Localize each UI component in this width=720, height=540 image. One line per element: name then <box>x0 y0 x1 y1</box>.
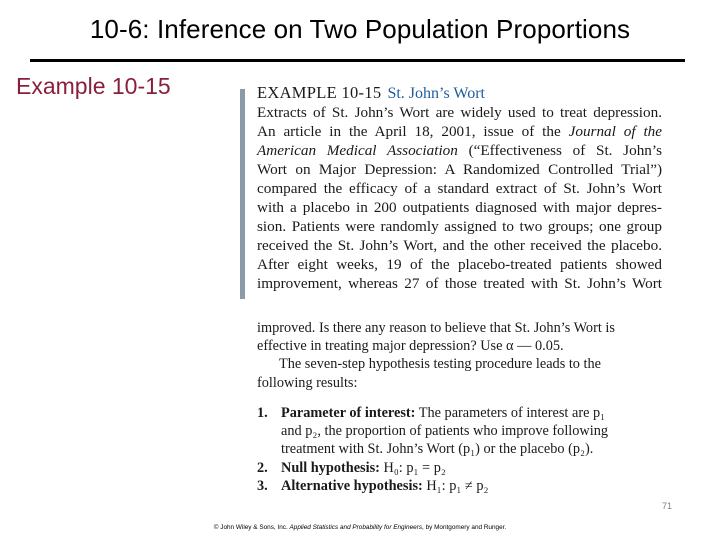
textbook-continuation <box>257 319 627 392</box>
paragraph2-line: effective in treating major depression? Use α — 0.05. <box>257 338 564 355</box>
step-number: 2. <box>257 459 268 476</box>
paragraph1-line: with a placebo in 200 outpatients diagnosed with major depres- <box>257 199 662 217</box>
step-body <box>281 477 637 495</box>
example-heading-line <box>257 83 662 103</box>
textbook-excerpt <box>257 83 662 294</box>
paragraph1-line <box>257 141 662 160</box>
step-line: and p₂, the proportion of patients who improve following <box>281 423 609 440</box>
paragraph3-line: The seven-step hypothesis testing procedure leads to the <box>279 356 601 373</box>
step-line <box>281 477 637 495</box>
step-body <box>281 404 637 459</box>
step-number: 1. <box>257 405 268 421</box>
slide-title: 10-6: Inference on Two Population Proportions <box>89 14 631 44</box>
footer-book-title: Applied Statistics and Probability for Engineers <box>289 524 423 531</box>
procedure-steps <box>257 404 637 495</box>
journal-name: American Medical Association <box>257 142 458 160</box>
paragraph1-line: improvement, whereas 27 of those treated with St. John’s Wort <box>257 275 662 293</box>
step-item <box>257 459 637 477</box>
paragraph1-line <box>257 122 662 141</box>
step-text: The parameters of interest are p₁ <box>415 405 606 421</box>
paragraph2-line: improved. Is there any reason to believe that St. John’s Wort is <box>257 320 615 336</box>
example-name: St. John’s Wort <box>387 85 485 102</box>
step-line: treatment with St. John’s Wort (p₁) or the placebo (p₂). <box>281 441 594 458</box>
step-line <box>281 459 637 477</box>
step-number: 3. <box>257 477 268 494</box>
step-item <box>257 404 637 459</box>
step-body <box>281 459 637 477</box>
paragraph1-line: Extracts of St. John’s Wort are widely used to treat depression. <box>257 104 662 122</box>
step-item <box>257 477 637 495</box>
journal-name: Journal of the <box>568 123 662 141</box>
step-label: Null hypothesis: <box>281 459 380 476</box>
paragraph1-line: After eight weeks, 19 of the placebo-treated patients showed <box>257 256 662 274</box>
step-text: H₀: p₁ = p₂ <box>379 459 446 476</box>
paragraph1-line: compared the efficacy of a standard extract of St. John’s Wort <box>257 180 662 198</box>
step-text: H₁: p₁ ≠ p₂ <box>422 477 489 494</box>
paragraph1-line: Wort on Major Depression: A Randomized Controlled Trial”) <box>257 161 662 179</box>
page-number: 71 <box>662 501 673 511</box>
step-line <box>281 404 637 422</box>
textbook-side-bar <box>240 89 245 299</box>
copyright-footer <box>0 524 720 531</box>
footer-suffix: , by Montgomery and Runger. <box>422 524 507 531</box>
line-segment: (“Effectiveness of St. John’s <box>457 142 663 160</box>
paragraph1-line: sion. Patients were randomly assigned to two groups; one group <box>257 218 662 236</box>
line-segment: An article in the April 18, 2001, issue of the <box>257 123 569 141</box>
title-divider <box>30 59 685 62</box>
paragraph3-line: following results: <box>257 374 358 391</box>
paragraph1-line: received the St. John’s Wort, and the other received the placebo. <box>257 237 662 255</box>
footer-prefix: © John Wiley & Sons, Inc. <box>213 524 290 531</box>
example-heading: EXAMPLE 10-15 <box>257 83 382 102</box>
step-label: Parameter of interest: <box>281 405 416 421</box>
step-label: Alternative hypothesis: <box>281 477 423 494</box>
example-label: Example 10-15 <box>16 73 171 99</box>
